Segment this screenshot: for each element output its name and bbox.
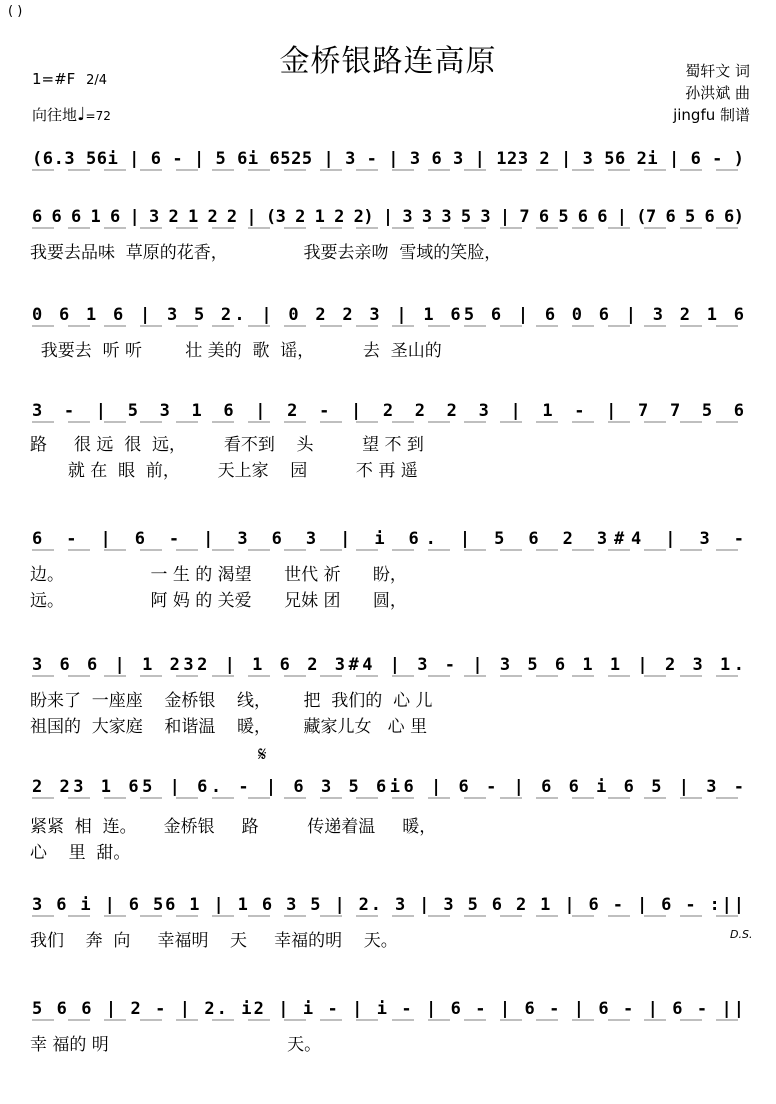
notation-staff — [0, 198, 776, 238]
notation-text: 3 - | 5 3 1 6 | 2 - | 2 2 2 3 | 1 - | 7 7 5 6 — [32, 401, 745, 421]
notation-text: 0 6 1 6 | 3 5 2. | 0 2 2 3 | 1 65 6 | 6 0 6 | 3 2 1 6 — [32, 305, 745, 325]
arranger-credit: jingfu 制谱 — [673, 106, 750, 124]
lyric-line: 我们 奔 向 幸福明 天 幸福的明 天。 — [30, 931, 398, 951]
notation-text: 3 6 6 | 1 232 | 1 6 2 3#4 | 3 - | 3 5 6 1 1 | 2 3 1. — [32, 655, 745, 675]
notation-staff — [0, 886, 776, 926]
corner-mark: ( ) — [8, 4, 23, 19]
lyric-line: 紧紧 相 连。 金桥银 路 传递着温 暖， — [30, 817, 437, 837]
lyric-line: 心 里 甜。 — [30, 843, 131, 863]
time-signature: 2/4 — [86, 73, 108, 88]
notation-staff — [0, 520, 776, 560]
lyric-line: 路 很 远 很 远， 看不到 头 望 不 到 — [30, 435, 424, 455]
lyric-line: 祖国的 大家庭 和谐温 暖， 藏家儿女 心 里 — [30, 717, 428, 737]
lyric-line: 我要去品味 草原的花香， 我要去亲吻 雪域的笑脸， — [30, 243, 502, 263]
notation-text: (6.3 56i | 6 - | 5 6i 6525 | 3 - | 3 6 3 | 123 2 | 3 56 2i | 6 - ) — [32, 149, 744, 169]
notation-text: 2 23 1 65 | 6. - | 6 3 5 6i6 | 6 - | 6 6 i 6 5 | 3 - — [32, 777, 745, 797]
tempo-value: =72 — [85, 109, 111, 123]
notation-staff — [0, 990, 776, 1030]
song-title: 金桥银路连高原 — [279, 44, 497, 79]
lyric-line: 盼来了 一座座 金桥银 线， 把 我们的 心 儿 — [30, 691, 433, 711]
key-signature — [32, 70, 107, 88]
segno-icon: 𝄋 — [258, 742, 267, 766]
tempo-text: 向往地 — [32, 106, 78, 124]
lyric-line: 幸 福的 明 天。 — [30, 1035, 322, 1055]
notation-row — [0, 140, 776, 196]
notation-staff — [0, 140, 776, 180]
notation-text: 6 6 6 1 6 | 3 2 1 2 2 | (3 2 1 2 2) | 3 3 3 5 3 | 7 6 5 6 6 | (7 6 5 6 6) — [32, 207, 744, 227]
lyric-line: 我要去 听 听 壮 美的 歌 谣， 去 圣山的 — [30, 341, 442, 361]
notation-text: 5 6 6 | 2 - | 2. i2 | i - | i - | 6 - | 6 - | 6 - | 6 - || — [32, 999, 744, 1019]
tempo-marking — [32, 104, 111, 125]
lyricist-credit: 蜀轩文 词 — [685, 62, 750, 80]
notation-staff — [0, 646, 776, 686]
quarter-note-icon: ♩ — [77, 104, 86, 125]
key-text: 1=#F — [32, 70, 76, 88]
notation-staff — [0, 768, 776, 808]
notation-text: 6 - | 6 - | 3 6 3 | i 6. | 5 6 2 3#4 | 3 - — [32, 529, 745, 549]
ds-mark: D.S. — [730, 928, 753, 941]
composer-credit: 孙洪斌 曲 — [685, 84, 750, 102]
notation-staff — [0, 296, 776, 336]
notation-text: 3 6 i | 6 56 1 | 1 6 3 5 | 2. 3 | 3 5 6 2 1 | 6 - | 6 - :|| — [32, 895, 744, 915]
notation-staff — [0, 392, 776, 432]
lyric-line: 远。 阿 妈 的 关爱 兄妹 团 圆， — [30, 591, 407, 611]
lyric-line: 就 在 眼 前， 天上家 园 不 再 遥 — [30, 461, 418, 481]
lyric-line: 边。 一 生 的 渴望 世代 祈 盼， — [30, 565, 407, 585]
